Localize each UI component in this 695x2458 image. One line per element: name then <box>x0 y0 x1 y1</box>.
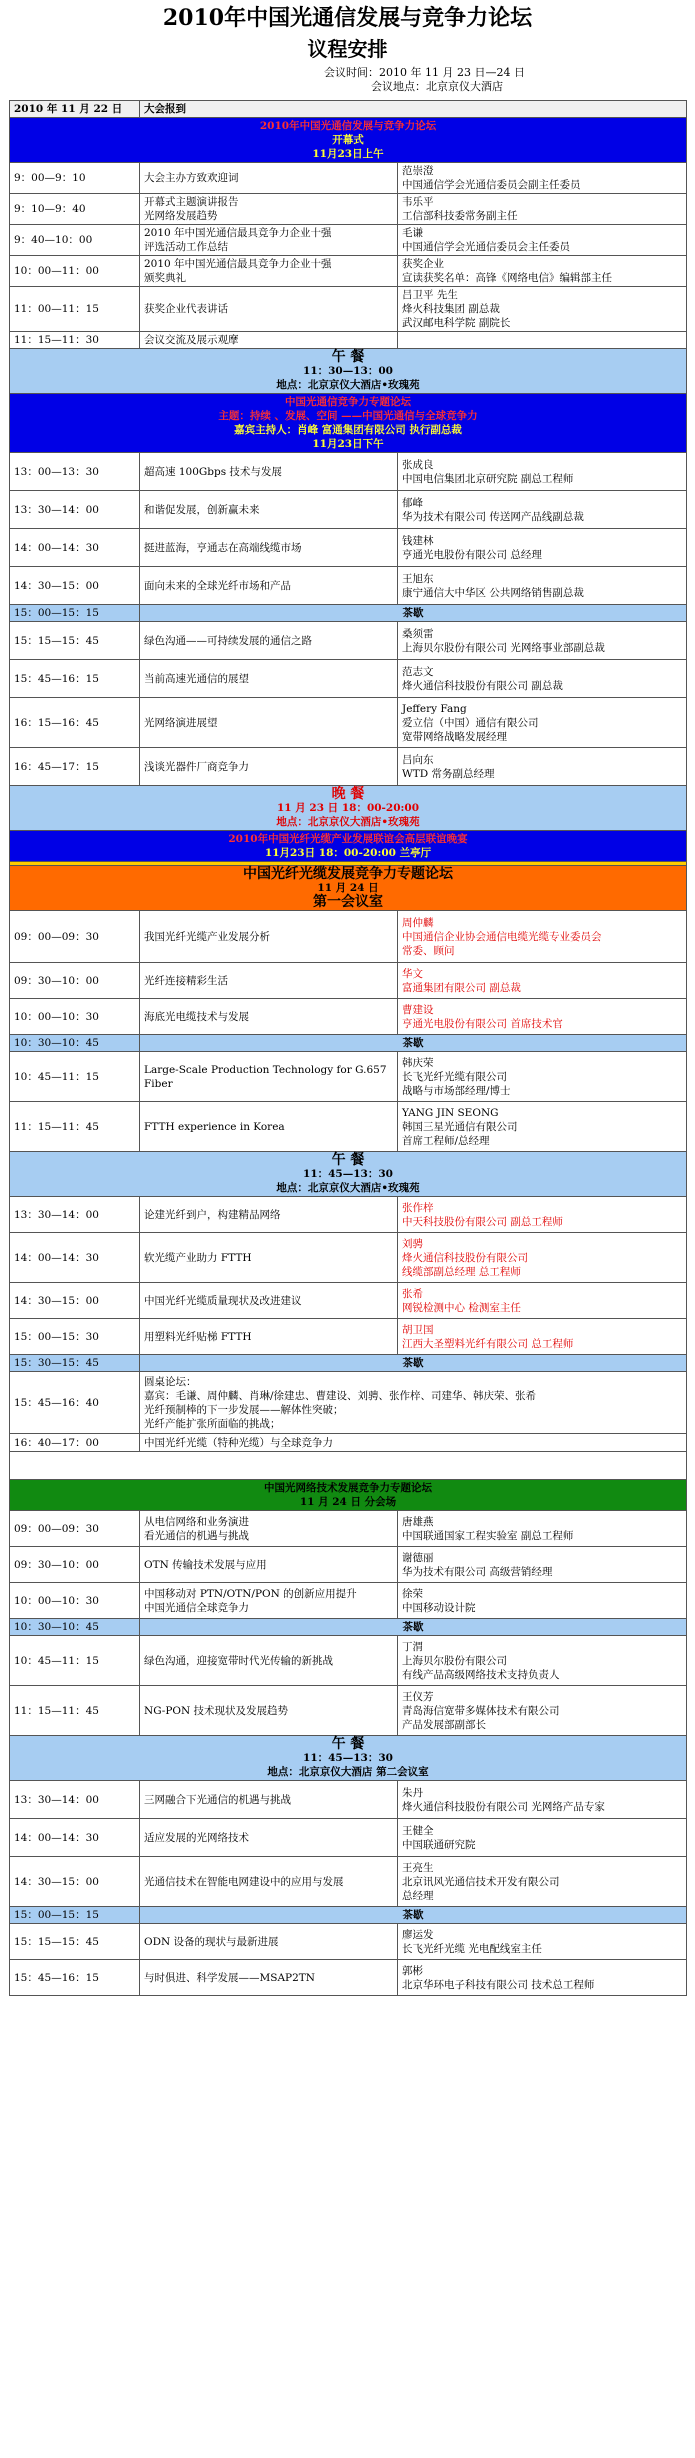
lunch-band-line: 地点：北京京仪大酒店 第二会议室 <box>267 1766 429 1778</box>
session-topic: 与时俱进、科学发展——MSAP2TN <box>140 1960 398 1996</box>
table-row <box>10 1434 687 1452</box>
session-topic: 开幕式主题演讲报告 光网络发展趋势 <box>140 194 398 225</box>
table-row <box>10 1857 687 1907</box>
session-time: 15：15—15：45 <box>10 622 140 660</box>
table-row <box>10 163 687 194</box>
lunch-band <box>10 349 687 394</box>
table-row <box>10 1102 687 1152</box>
session-speaker: 刘骋 烽火通信科技股份有限公司 线缆部副总经理 总工程师 <box>398 1233 687 1283</box>
opening-band-line: 11月23日上午 <box>312 148 384 160</box>
lunch-band-line: 11：45—13：30 <box>303 1168 393 1180</box>
session-speaker: 桑须雷 上海贝尔股份有限公司 光网络事业部副总裁 <box>398 622 687 660</box>
table-row <box>10 287 687 332</box>
table-row <box>10 1547 687 1583</box>
session-topic: 2010 年中国光通信最具竞争力企业十强 评选活动工作总结 <box>140 225 398 256</box>
session-time: 09：30—10：00 <box>10 963 140 999</box>
break-time: 15：00—15：15 <box>10 1907 140 1924</box>
session-topic: ODN 设备的现状与最新进展 <box>140 1924 398 1960</box>
session-speaker: 王仪芳 青岛海信宽带多媒体技术有限公司 产品发展部副部长 <box>398 1686 687 1736</box>
fiber-forum-band-line: 中国光纤光缆发展竞争力专题论坛 <box>243 866 453 882</box>
lunch-band-line: 午 餐 <box>331 349 365 365</box>
meeting-place: 会议地点：北京京仪大酒店 <box>371 80 503 93</box>
session-time: 9：00—9：10 <box>10 163 140 194</box>
table-row <box>10 1960 687 1996</box>
forum-band <box>10 394 687 453</box>
session-time: 11：15—11：45 <box>10 1102 140 1152</box>
session-time: 10：00—11：00 <box>10 256 140 287</box>
day-label: 大会报到 <box>140 101 687 118</box>
session-topic: 三网融合下光通信的机遇与挑战 <box>140 1781 398 1819</box>
table-row <box>10 194 687 225</box>
session-speaker: 张作梓 中天科技股份有限公司 副总工程师 <box>398 1197 687 1233</box>
session-speaker: 丁渭 上海贝尔股份有限公司 有线产品高级网络技术支持负责人 <box>398 1636 687 1686</box>
lunch-band-line: 11：30—13：00 <box>303 365 393 377</box>
table-row <box>10 1319 687 1355</box>
session-speaker: 吕向东 WTD 常务副总经理 <box>398 748 687 786</box>
spacer-row <box>10 1452 687 1480</box>
session-speaker <box>398 332 687 349</box>
break-label: 茶歇 <box>140 1619 687 1636</box>
table-row <box>10 1781 687 1819</box>
opening-band-line: 开幕式 <box>332 134 364 146</box>
session-topic: FTTH experience in Korea <box>140 1102 398 1152</box>
session-topic: 中国光纤光缆质量现状及改进建议 <box>140 1283 398 1319</box>
session-topic: 光通信技术在智能电网建设中的应用与发展 <box>140 1857 398 1907</box>
break-label: 茶歇 <box>140 1907 687 1924</box>
session-speaker: 张成良 中国电信集团北京研究院 副总工程师 <box>398 453 687 491</box>
break-time: 15：00—15：15 <box>10 605 140 622</box>
table-row <box>10 1283 687 1319</box>
session-time: 14：00—14：30 <box>10 1819 140 1857</box>
dinner-band-line: 地点：北京京仪大酒店•玫瑰苑 <box>276 816 420 828</box>
session-time: 13：30—14：00 <box>10 491 140 529</box>
table-row <box>10 911 687 963</box>
session-time: 14：30—15：00 <box>10 1283 140 1319</box>
session-speaker: 范崇澄 中国通信学会光通信委员会副主任委员 <box>398 163 687 194</box>
session-topic: 光纤连接精彩生活 <box>140 963 398 999</box>
session-time: 10：00—10：30 <box>10 1583 140 1619</box>
session-time: 14：00—14：30 <box>10 529 140 567</box>
session-time: 11：15—11：45 <box>10 1686 140 1736</box>
session-topic: 会议交流及展示观摩 <box>140 332 398 349</box>
table-row <box>10 1197 687 1233</box>
fiber-forum-band-line: 11 月 24 日 <box>317 882 379 894</box>
table-row <box>10 1583 687 1619</box>
tea-break-row <box>10 605 687 622</box>
session-speaker: 廖运发 长飞光纤光缆 光电配线室主任 <box>398 1924 687 1960</box>
dinner-band-cell <box>10 786 687 831</box>
session-time: 14：30—15：00 <box>10 567 140 605</box>
lunch-band-cell <box>10 349 687 394</box>
session-time: 10：45—11：15 <box>10 1636 140 1686</box>
network-forum-band <box>10 1480 687 1511</box>
session-topic: 和谐促发展，创新赢未来 <box>140 491 398 529</box>
session-time: 09：00—09：30 <box>10 1511 140 1547</box>
table-row <box>10 622 687 660</box>
session-speaker: 胡卫国 江西大圣塑料光纤有限公司 总工程师 <box>398 1319 687 1355</box>
session-time: 13：00—13：30 <box>10 453 140 491</box>
session-time: 15：15—15：45 <box>10 1924 140 1960</box>
session-topic: 从电信网络和业务演进 看光通信的机遇与挑战 <box>140 1511 398 1547</box>
session-time: 15：45—16：15 <box>10 660 140 698</box>
session-speaker: 毛谦 中国通信学会光通信委员会主任委员 <box>398 225 687 256</box>
panel-text: 圆桌论坛： 嘉宾：毛谦、周仲麟、肖琳/徐建忠、曹建设、刘骋、张作梓、司建华、韩庆荣、张希 光纤预制棒的下一步发展——解体性突破； 光纤产能扩张所面临的挑战； <box>140 1372 687 1434</box>
lunch-band-line: 地点：北京京仪大酒店•玫瑰苑 <box>276 1182 420 1194</box>
session-topic: 面向未来的全球光纤市场和产品 <box>140 567 398 605</box>
session-topic: 浅谈光器件厂商竞争力 <box>140 748 398 786</box>
session-time: 09：30—10：00 <box>10 1547 140 1583</box>
session-topic: 挺进蓝海，亨通志在高端线缆市场 <box>140 529 398 567</box>
tea-break-row <box>10 1907 687 1924</box>
opening-band-line: 2010年中国光通信发展与竞争力论坛 <box>259 120 437 132</box>
session-topic: 用塑料光纤贴梯 FTTH <box>140 1319 398 1355</box>
session-speaker: 钱建林 亨通光电股份有限公司 总经理 <box>398 529 687 567</box>
session-topic: OTN 传输技术发展与应用 <box>140 1547 398 1583</box>
session-topic: 软光缆产业助力 FTTH <box>140 1233 398 1283</box>
table-row <box>10 1511 687 1547</box>
table-row <box>10 963 687 999</box>
session-speaker: Jeffery Fang 爱立信（中国）通信有限公司 宽带网络战略发展经理 <box>398 698 687 748</box>
fiber-forum-band <box>10 866 687 911</box>
session-time: 14：30—15：00 <box>10 1857 140 1907</box>
session-time: 10：45—11：15 <box>10 1052 140 1102</box>
table-row <box>10 453 687 491</box>
session-time: 13：30—14：00 <box>10 1197 140 1233</box>
session-topic: 大会主办方致欢迎词 <box>140 163 398 194</box>
opening-band <box>10 118 687 163</box>
session-speaker: 唐雄燕 中国联通国家工程实验室 副总工程师 <box>398 1511 687 1547</box>
lunch-band-line: 11：45—13：30 <box>303 1752 393 1764</box>
session-speaker: 朱丹 烽火通信科技股份有限公司 光网络产品专家 <box>398 1781 687 1819</box>
tea-break-row <box>10 1355 687 1372</box>
session-time: 11：00—11：15 <box>10 287 140 332</box>
table-row <box>10 999 687 1035</box>
dinner-band <box>10 786 687 831</box>
session-topic: 超高速 100Gbps 技术与发展 <box>140 453 398 491</box>
banquet-band <box>10 831 687 862</box>
session-speaker: 吕卫平 先生 烽火科技集团 副总裁 武汉邮电科学院 副院长 <box>398 287 687 332</box>
session-time: 16：40—17：00 <box>10 1434 140 1452</box>
dinner-band-line: 11 月 23 日 18：00-20:00 <box>276 802 420 814</box>
spacer <box>10 1452 687 1480</box>
session-time: 9：40—10：00 <box>10 225 140 256</box>
table-row <box>10 1686 687 1736</box>
table-row <box>10 1233 687 1283</box>
session-time: 15：45—16：15 <box>10 1960 140 1996</box>
break-label: 茶歇 <box>140 1355 687 1372</box>
session-speaker: 周仲麟 中国通信企业协会通信电缆光缆专业委员会 常委、顾问 <box>398 911 687 963</box>
session-speaker: 郁峰 华为技术有限公司 传送网产品线副总裁 <box>398 491 687 529</box>
session-topic: 绿色沟通，迎接宽带时代光传输的新挑战 <box>140 1636 398 1686</box>
session-topic: 中国光纤光缆（特种光缆）与全球竞争力 <box>140 1434 687 1452</box>
panel-row <box>10 1372 687 1434</box>
forum-band-cell <box>10 394 687 453</box>
agenda-table <box>9 100 687 1996</box>
session-speaker: 曹建设 亨通光电股份有限公司 首席技术官 <box>398 999 687 1035</box>
forum-band-line: 嘉宾主持人：肖峰 富通集团有限公司 执行副总裁 <box>234 424 462 436</box>
session-time: 09：00—09：30 <box>10 911 140 963</box>
table-row <box>10 529 687 567</box>
forum-band-line: 中国光通信竞争力专题论坛 <box>285 396 411 408</box>
session-topic: 2010 年中国光通信最具竞争力企业十强 颁奖典礼 <box>140 256 398 287</box>
session-time: 13：30—14：00 <box>10 1781 140 1819</box>
network-forum-band-line: 中国光网络技术发展竞争力专题论坛 <box>264 1482 432 1494</box>
break-time: 15：30—15：45 <box>10 1355 140 1372</box>
break-label: 茶歇 <box>140 605 687 622</box>
session-topic: 我国光纤光缆产业发展分析 <box>140 911 398 963</box>
break-time: 10：30—10：45 <box>10 1619 140 1636</box>
fiber-forum-band-line: 第一会议室 <box>313 894 383 910</box>
lunch-band <box>10 1736 687 1781</box>
page-title: 2010年中国光通信发展与竞争力论坛 <box>162 5 533 31</box>
dinner-band-line: 晚 餐 <box>331 786 365 802</box>
banquet-band-cell <box>10 831 687 862</box>
session-time: 16：15—16：45 <box>10 698 140 748</box>
session-speaker: 王旭东 康宁通信大中华区 公共网络销售副总裁 <box>398 567 687 605</box>
table-row <box>10 698 687 748</box>
session-topic: NG-PON 技术现状及发展趋势 <box>140 1686 398 1736</box>
session-speaker: 谢德丽 华为技术有限公司 高级营销经理 <box>398 1547 687 1583</box>
session-speaker: 郭彬 北京华环电子科技有限公司 技术总工程师 <box>398 1960 687 1996</box>
session-speaker: YANG JIN SEONG 韩国三星光通信有限公司 首席工程师/总经理 <box>398 1102 687 1152</box>
table-row <box>10 225 687 256</box>
lunch-band <box>10 1152 687 1197</box>
session-speaker: 韦乐平 工信部科技委常务副主任 <box>398 194 687 225</box>
lunch-band-line: 午 餐 <box>331 1736 365 1752</box>
table-row <box>10 660 687 698</box>
session-time: 11：15—11：30 <box>10 332 140 349</box>
session-time: 10：00—10：30 <box>10 999 140 1035</box>
banquet-band-line: 2010年中国光纤光缆产业发展联谊会高层联谊晚宴 <box>228 833 468 845</box>
break-time: 10：30—10：45 <box>10 1035 140 1052</box>
network-forum-band-line: 11 月 24 日 分会场 <box>299 1496 397 1508</box>
fiber-forum-band-cell <box>10 866 687 911</box>
session-topic: 获奖企业代表讲话 <box>140 287 398 332</box>
table-row <box>10 748 687 786</box>
table-row <box>10 491 687 529</box>
page-subtitle: 议程安排 <box>307 37 388 61</box>
day-date: 2010 年 11 月 22 日 <box>10 101 140 118</box>
session-speaker: 华文 富通集团有限公司 副总裁 <box>398 963 687 999</box>
forum-band-line: 主题：持续 、发展、空间 ——中国光通信与全球竞争力 <box>218 410 478 422</box>
session-topic: 当前高速光通信的展望 <box>140 660 398 698</box>
session-time: 9：10—9：40 <box>10 194 140 225</box>
lunch-band-line: 地点：北京京仪大酒店•玫瑰苑 <box>276 379 420 391</box>
forum-band-line: 11月23日下午 <box>312 438 384 450</box>
session-speaker: 王亮生 北京讯风光通信技术开发有限公司 总经理 <box>398 1857 687 1907</box>
session-topic: 光网络演进展望 <box>140 698 398 748</box>
session-time: 14：00—14：30 <box>10 1233 140 1283</box>
table-row <box>10 1819 687 1857</box>
table-row <box>10 567 687 605</box>
session-topic: 海底光电缆技术与发展 <box>140 999 398 1035</box>
lunch-band-line: 午 餐 <box>331 1152 365 1168</box>
session-topic: 论建光纤到户，构建精品网络 <box>140 1197 398 1233</box>
session-time: 15：00—15：30 <box>10 1319 140 1355</box>
session-speaker: 获奖企业 宣读获奖名单：高锋《网络电信》编辑部主任 <box>398 256 687 287</box>
session-speaker: 王健全 中国联通研究院 <box>398 1819 687 1857</box>
session-time: 15：45—16：40 <box>10 1372 140 1434</box>
day-row <box>10 101 687 118</box>
table-row <box>10 332 687 349</box>
session-topic: Large-Scale Production Technology for G.657 Fiber <box>140 1052 398 1102</box>
session-topic: 适应发展的光网络技术 <box>140 1819 398 1857</box>
tea-break-row <box>10 1035 687 1052</box>
session-topic: 中国移动对 PTN/OTN/PON 的创新应用提升 中国光通信全球竞争力 <box>140 1583 398 1619</box>
session-speaker: 张希 网锐检测中心 检测室主任 <box>398 1283 687 1319</box>
lunch-band-cell <box>10 1152 687 1197</box>
table-row <box>10 1052 687 1102</box>
table-row <box>10 1636 687 1686</box>
lunch-band-cell <box>10 1736 687 1781</box>
session-time: 16：45—17：15 <box>10 748 140 786</box>
break-label: 茶歇 <box>140 1035 687 1052</box>
table-row <box>10 1924 687 1960</box>
banquet-band-line: 11月23日 18：00-20:00 兰亭厅 <box>264 847 432 859</box>
network-forum-band-cell <box>10 1480 687 1511</box>
opening-band-cell <box>10 118 687 163</box>
session-speaker: 徐荣 中国移动设计院 <box>398 1583 687 1619</box>
session-speaker: 范志文 烽火通信科技股份有限公司 副总裁 <box>398 660 687 698</box>
session-speaker: 韩庆荣 长飞光纤光缆有限公司 战略与市场部经理/博士 <box>398 1052 687 1102</box>
meeting-time: 会议时间：2010 年 11 月 23 日—24 日 <box>324 66 525 79</box>
session-topic: 绿色沟通——可持续发展的通信之路 <box>140 622 398 660</box>
tea-break-row <box>10 1619 687 1636</box>
table-row <box>10 256 687 287</box>
